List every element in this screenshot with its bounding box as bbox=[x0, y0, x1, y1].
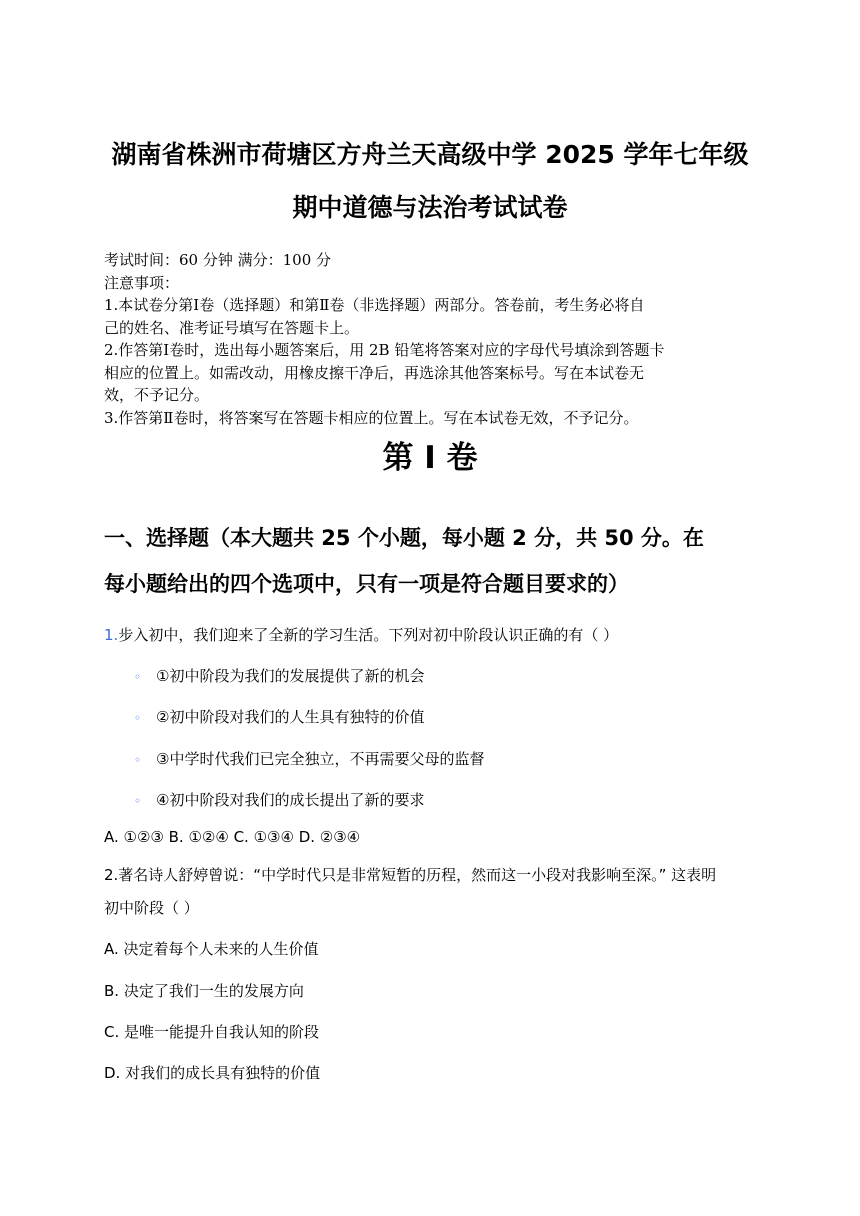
statement-text: ②初中阶段对我们的人生具有独特的价值 bbox=[156, 708, 425, 726]
notice-heading: 注意事项： bbox=[104, 273, 180, 292]
notice-item-2-line-3: 效，不予记分。 bbox=[104, 386, 210, 404]
question-2-option-d: D. 对我们的成长具有独特的价值 bbox=[104, 1064, 321, 1082]
bullet-icon: ◦ bbox=[134, 711, 142, 725]
question-1-statement bbox=[134, 665, 794, 688]
exam-title-line-1: 湖南省株洲市荷塘区方舟兰天高级中学 2025 学年七年级 bbox=[111, 140, 749, 169]
section-title-line-2: 每小题给出的四个选项中，只有一项是符合题目要求的） bbox=[104, 572, 629, 596]
question-1-number: 1. bbox=[104, 626, 119, 644]
question-2-option-c: C. 是唯一能提升自我认知的阶段 bbox=[104, 1023, 320, 1041]
question-1-statement bbox=[134, 789, 794, 812]
bullet-icon: ◦ bbox=[134, 670, 142, 684]
question-1-text: 步入初中，我们迎来了全新的学习生活。下列对初中阶段认识正确的有（ ） bbox=[118, 626, 619, 644]
exam-info: 考试时间：60 分钟 满分：100 分 bbox=[104, 251, 332, 269]
question-2-stem-line-2: 初中阶段（ ） bbox=[104, 899, 199, 917]
bullet-icon: ◦ bbox=[134, 753, 142, 767]
question-1-statement bbox=[134, 748, 794, 771]
notice-item-2-line-2: 相应的位置上。如需改动，用橡皮擦干净后，再选涂其他答案标号。写在本试卷无 bbox=[104, 363, 645, 382]
bullet-icon: ◦ bbox=[134, 794, 142, 808]
question-1-stem bbox=[104, 624, 764, 646]
question-2-option-a: A. 决定着每个人未来的人生价值 bbox=[104, 940, 319, 958]
notice-item-1-line-1: 1.本试卷分第Ⅰ卷（选择题）和第Ⅱ卷（非选择题）两部分。答卷前，考生务必将自 bbox=[104, 296, 645, 314]
notice-item-1-line-2: 己的姓名、准考证号填写在答题卡上。 bbox=[104, 318, 360, 337]
notice-item-2-line-1: 2.作答第Ⅰ卷时，选出每小题答案后，用 2B 铅笔将答案对应的字母代号填涂到答题卡 bbox=[104, 341, 665, 359]
statement-text: ①初中阶段为我们的发展提供了新的机会 bbox=[156, 667, 425, 685]
question-1-options: A. ①②③ B. ①②④ C. ①③④ D. ②③④ bbox=[104, 828, 361, 846]
statement-text: ④初中阶段对我们的成长提出了新的要求 bbox=[156, 791, 425, 809]
question-1-statement bbox=[134, 706, 794, 729]
exam-instructions bbox=[104, 249, 764, 429]
volume-title: 第 I 卷 bbox=[382, 440, 478, 476]
question-2-stem-line-1: 2.著名诗人舒婷曾说：“中学时代只是非常短暂的历程，然而这一小段对我影响至深。” 这表明 bbox=[104, 866, 717, 884]
exam-title-line-2: 期中道德与法治考试试卷 bbox=[292, 193, 568, 222]
notice-item-3: 3.作答第Ⅱ卷时，将答案写在答题卡相应的位置上。写在本试卷无效，不予记分。 bbox=[104, 408, 639, 427]
question-2-option-b: B. 决定了我们一生的发展方向 bbox=[104, 982, 304, 1000]
section-title-line-1: 一、选择题（本大题共 25 个小题，每小题 2 分，共 50 分。在 bbox=[104, 526, 704, 550]
statement-text: ③中学时代我们已完全独立，不再需要父母的监督 bbox=[156, 750, 485, 768]
